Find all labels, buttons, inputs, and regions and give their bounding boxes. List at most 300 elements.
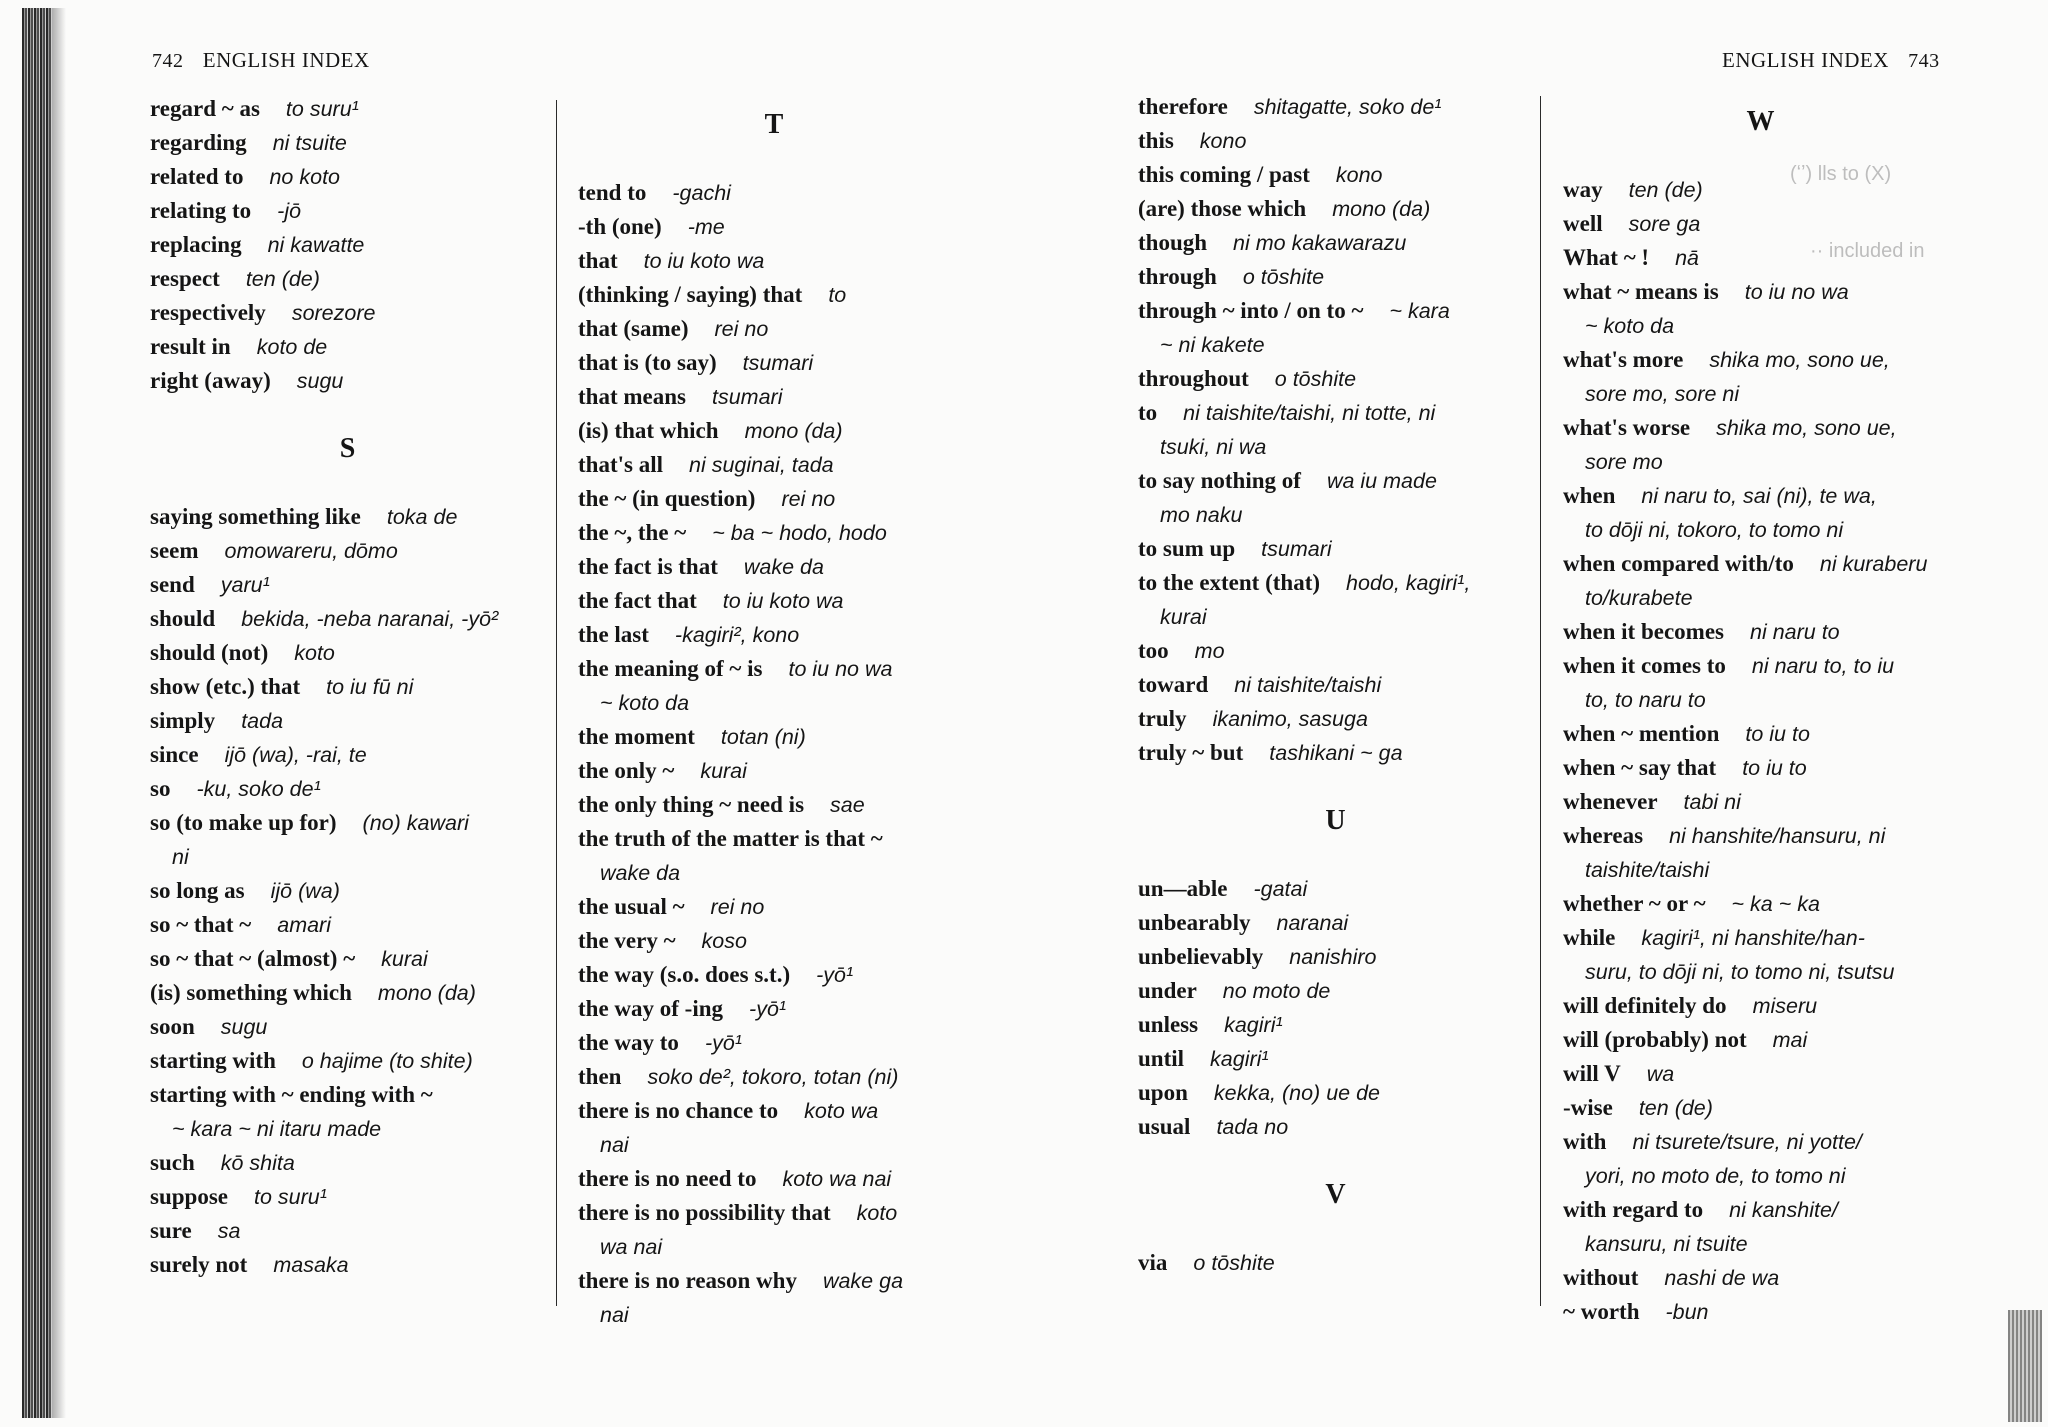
index-term: the last (578, 622, 649, 647)
index-term: so long as (150, 878, 245, 903)
index-term: when ~ mention (1563, 721, 1720, 746)
index-term: will V (1563, 1061, 1621, 1086)
left-page-number: 742 (152, 50, 184, 72)
index-term: saying something like (150, 504, 361, 529)
index-term: What ~ ! (1563, 245, 1650, 270)
index-term: the ~, the ~ (578, 520, 687, 545)
index-gloss-continued: wa nai (600, 1235, 663, 1259)
index-gloss: masaka (273, 1253, 349, 1277)
index-gloss-continued: nai (600, 1303, 629, 1327)
index-gloss: to (828, 283, 847, 307)
index-gloss: -kagiri², kono (674, 623, 800, 647)
index-entry (1563, 887, 1958, 921)
section-letter: U (1325, 805, 1346, 836)
index-entry (150, 1146, 545, 1180)
index-term: under (1138, 978, 1197, 1003)
index-entry (1563, 547, 1958, 615)
index-gloss: kekka, (no) ue de (1213, 1081, 1380, 1105)
index-entry (578, 754, 970, 788)
index-term: seem (150, 538, 199, 563)
index-entry (1138, 974, 1533, 1008)
index-term: what ~ means is (1563, 279, 1719, 304)
index-gloss-continued: kurai (1160, 605, 1207, 629)
index-entry (578, 652, 970, 720)
index-term: that means (578, 384, 686, 409)
index-entry (1138, 668, 1533, 702)
index-gloss: mo (1194, 639, 1225, 663)
index-term: unbelievably (1138, 944, 1264, 969)
index-entry (578, 244, 970, 278)
index-entry (578, 720, 970, 754)
index-gloss: tabi ni (1683, 790, 1741, 814)
index-term: (is) something which (150, 980, 352, 1005)
index-gloss: yaru¹ (220, 573, 270, 597)
index-gloss: to iu to (1742, 756, 1807, 780)
index-gloss-continued: wake da (600, 861, 681, 885)
index-gloss: ni kuraberu (1819, 552, 1928, 576)
right-page-number: 743 (1908, 50, 1940, 72)
index-entry (1138, 158, 1533, 192)
index-term: the way of -ing (578, 996, 724, 1021)
left-running-head: ENGLISH INDEX (202, 48, 370, 72)
index-term: that (578, 248, 618, 273)
index-gloss: to iu fū ni (326, 675, 414, 699)
index-gloss-continued: sore mo (1585, 450, 1663, 474)
section-gap (1563, 139, 1958, 173)
index-gloss: -yō¹ (749, 997, 787, 1021)
index-gloss: -yō¹ (704, 1031, 742, 1055)
index-term: whereas (1563, 823, 1644, 848)
index-gloss: -yō¹ (816, 963, 854, 987)
index-gloss: kono (1199, 129, 1247, 153)
index-gloss: to suru¹ (285, 97, 359, 121)
index-gloss: hodo, kagiri¹, (1346, 571, 1471, 595)
index-gloss: to iu to (1745, 722, 1810, 746)
index-term: though (1138, 230, 1208, 255)
index-gloss-continued: kansuru, ni tsuite (1585, 1232, 1748, 1256)
index-entry (150, 1010, 545, 1044)
index-term: to (1138, 400, 1158, 425)
index-entry (578, 1196, 970, 1264)
index-gloss: o tōshite (1242, 265, 1325, 289)
index-gloss: kurai (700, 759, 747, 783)
index-entry (1563, 173, 1958, 207)
index-gloss: koto wa (804, 1099, 879, 1123)
index-entry (1138, 532, 1533, 566)
index-term: the way (s.o. does s.t.) (578, 962, 791, 987)
index-gloss: ni naru to, sai (ni), te wa, (1641, 484, 1877, 508)
index-column-1 (150, 92, 545, 1282)
index-term: while (1563, 925, 1616, 950)
index-term: there is no possibility that (578, 1200, 831, 1225)
index-gloss: to suru¹ (253, 1185, 327, 1209)
index-gloss: (no) kawari (362, 811, 469, 835)
index-gloss: ni naru to (1749, 620, 1840, 644)
index-gloss: kurai (381, 947, 428, 971)
index-term: suppose (150, 1184, 228, 1209)
index-gloss: tada (241, 709, 284, 733)
index-gloss: wake ga (822, 1269, 904, 1293)
index-term: way (1563, 177, 1603, 202)
index-gloss-continued: ~ ni kakete (1160, 333, 1265, 357)
index-entry (1138, 736, 1533, 770)
right-running-head: ENGLISH INDEX (1722, 48, 1889, 72)
index-gloss: sore ga (1628, 212, 1701, 236)
section-gap (578, 142, 970, 176)
index-gloss: kagiri¹ (1210, 1047, 1269, 1071)
index-entry (150, 806, 545, 874)
index-term: throughout (1138, 366, 1249, 391)
index-entry (578, 380, 970, 414)
index-term: un—able (1138, 876, 1228, 901)
index-term: there is no chance to (578, 1098, 779, 1123)
index-entry (150, 942, 545, 976)
index-gloss: o hajime (to shite) (301, 1049, 473, 1073)
index-gloss: tada no (1216, 1115, 1289, 1139)
index-entry (1563, 1295, 1958, 1329)
index-entry (1563, 751, 1958, 785)
section-gap (150, 466, 545, 500)
section-letter: V (1325, 1179, 1346, 1210)
index-entry (1563, 819, 1958, 887)
index-gloss: toka de (386, 505, 458, 529)
index-entry (1138, 1076, 1533, 1110)
index-entry (578, 278, 970, 312)
index-term: the usual ~ (578, 894, 685, 919)
index-term: surely not (150, 1252, 248, 1277)
index-term: so (to make up for) (150, 810, 337, 835)
index-gloss: tsumari (1261, 537, 1332, 561)
book-binding-shadow (22, 8, 52, 1418)
index-term: so ~ that ~ (150, 912, 252, 937)
section-letter: W (1746, 106, 1775, 137)
index-entry (578, 448, 970, 482)
index-entry (150, 976, 545, 1010)
index-gloss-continued: ~ kara ~ ni itaru made (172, 1117, 382, 1141)
index-term: starting with ~ ending with ~ (150, 1082, 433, 1107)
index-entry (578, 210, 970, 244)
index-gloss: sugu (296, 369, 344, 393)
index-entry (1138, 124, 1533, 158)
index-gloss: ni naru to, to iu (1751, 654, 1895, 678)
index-term: well (1563, 211, 1603, 236)
index-gloss: tsumari (711, 385, 783, 409)
section-gap (1138, 1144, 1533, 1178)
index-gloss: o tōshite (1193, 1251, 1275, 1275)
index-entry (150, 670, 545, 704)
index-entry (578, 924, 970, 958)
index-term: until (1138, 1046, 1185, 1071)
index-term: without (1563, 1265, 1639, 1290)
index-term: soon (150, 1014, 195, 1039)
index-term: right (away) (150, 368, 271, 393)
index-gloss: to iu koto wa (643, 249, 765, 273)
index-entry (1138, 464, 1533, 532)
index-gloss: to iu no wa (1744, 280, 1849, 304)
left-page-header (152, 48, 370, 73)
index-entry (150, 704, 545, 738)
page-edge-shadow (2008, 1310, 2042, 1422)
column-divider (1540, 96, 1541, 1306)
index-entry (578, 890, 970, 924)
index-term: when compared with/to (1563, 551, 1794, 576)
index-term: respect (150, 266, 220, 291)
section-gap (1138, 1212, 1533, 1246)
index-gloss: wake da (743, 555, 824, 579)
index-entry (578, 176, 970, 210)
index-term: since (150, 742, 199, 767)
index-term: the fact that (578, 588, 697, 613)
index-term: through (1138, 264, 1217, 289)
index-entry (150, 160, 545, 194)
index-gloss: to iu koto wa (722, 589, 844, 613)
index-gloss: mono (da) (377, 981, 476, 1005)
index-gloss-continued: to dōji ni, tokoro, to tomo ni (1585, 518, 1844, 542)
index-gloss: -gachi (672, 181, 731, 205)
index-term: when it becomes (1563, 619, 1724, 644)
section-letter: S (339, 433, 356, 464)
index-entry (1563, 479, 1958, 547)
index-entry (150, 1214, 545, 1248)
index-gloss: ni kanshite/ (1729, 1198, 1838, 1222)
index-entry (1563, 615, 1958, 649)
index-gloss: ni tsuite (272, 131, 347, 155)
index-gloss: rei no (710, 895, 765, 919)
index-term: show (etc.) that (150, 674, 301, 699)
index-gloss: kono (1335, 163, 1383, 187)
index-term: tend to (578, 180, 647, 205)
bleed-through-text: (ʻʼ) lls to (X) (1790, 163, 1892, 185)
index-term: toward (1138, 672, 1209, 697)
index-term: simply (150, 708, 216, 733)
index-entry (1563, 411, 1958, 479)
index-gloss: wa (1646, 1062, 1675, 1086)
index-entry (578, 584, 970, 618)
column-divider (556, 100, 557, 1306)
index-entry (1563, 785, 1958, 819)
index-entry (1138, 1110, 1533, 1144)
index-entry (578, 958, 970, 992)
index-gloss-continued: nai (600, 1133, 629, 1157)
index-entry (578, 1026, 970, 1060)
index-term: truly (1138, 706, 1187, 731)
index-entry (150, 262, 545, 296)
index-gloss: ijō (wa) (270, 879, 340, 903)
index-term: unbearably (1138, 910, 1251, 935)
bleed-through-text: ·· included in (1810, 240, 1925, 262)
index-gloss: ten (de) (1638, 1096, 1713, 1120)
section-gap (1138, 770, 1533, 804)
index-gloss: kō shita (220, 1151, 295, 1175)
index-term: relating to (150, 198, 252, 223)
index-gloss: mai (1772, 1028, 1808, 1052)
index-gloss: mono (da) (744, 419, 843, 443)
index-column-3 (1138, 90, 1533, 1280)
index-term: so (150, 776, 171, 801)
section-gap (150, 398, 545, 432)
index-entry (1138, 226, 1533, 260)
index-term: related to (150, 164, 244, 189)
index-entry (1138, 702, 1533, 736)
index-term: truly ~ but (1138, 740, 1244, 765)
index-entry (150, 1078, 545, 1146)
index-gloss: shitagatte, soko de¹ (1253, 95, 1442, 119)
index-term: send (150, 572, 195, 597)
index-term: this coming / past (1138, 162, 1310, 187)
index-term: (is) that which (578, 418, 719, 443)
index-gloss-continued: ~ koto da (600, 691, 690, 715)
index-gloss: -me (687, 215, 725, 239)
index-term: so ~ that ~ (almost) ~ (150, 946, 356, 971)
index-entry (150, 296, 545, 330)
index-term: that (same) (578, 316, 689, 341)
index-gloss-continued: taishite/taishi (1585, 858, 1710, 882)
index-entry (150, 568, 545, 602)
index-entry (150, 1180, 545, 1214)
index-entry (1138, 1246, 1533, 1280)
index-gloss: tsumari (742, 351, 814, 375)
index-gloss: ni mo kakawarazu (1233, 231, 1407, 255)
index-term: whenever (1563, 789, 1658, 814)
index-entry (150, 772, 545, 806)
index-entry (1563, 275, 1958, 343)
index-gloss: omowareru, dōmo (224, 539, 398, 563)
index-term: via (1138, 1250, 1168, 1275)
index-entry (1563, 1023, 1958, 1057)
index-term: what's worse (1563, 415, 1691, 440)
index-term: will (probably) not (1563, 1027, 1747, 1052)
index-gloss: ~ kara (1389, 299, 1450, 323)
index-term: when it comes to (1563, 653, 1726, 678)
index-entry (1138, 362, 1533, 396)
index-gloss: amari (277, 913, 331, 937)
index-gloss: nanishiro (1289, 945, 1377, 969)
right-page-header (1722, 48, 1940, 73)
index-gloss: koso (701, 929, 747, 953)
index-term: there is no reason why (578, 1268, 797, 1293)
index-entry (578, 1094, 970, 1162)
index-entry (150, 126, 545, 160)
index-term: starting with (150, 1048, 276, 1073)
index-entry (1138, 192, 1533, 226)
index-term: with (1563, 1129, 1607, 1154)
index-entry (150, 194, 545, 228)
index-term: too (1138, 638, 1169, 663)
index-term: should (150, 606, 216, 631)
index-term: regarding (150, 130, 247, 155)
index-term: there is no need to (578, 1166, 757, 1191)
index-gloss: naranai (1276, 911, 1349, 935)
index-term: with regard to (1563, 1197, 1704, 1222)
index-term: upon (1138, 1080, 1188, 1105)
index-gloss: ni suginai, tada (688, 453, 834, 477)
index-entry (578, 550, 970, 584)
index-gloss: mono (da) (1332, 197, 1431, 221)
index-gloss-continued: yori, no moto de, to tomo ni (1585, 1164, 1846, 1188)
index-entry (578, 788, 970, 822)
index-entry (1138, 566, 1533, 634)
index-gloss: ~ ba ~ hodo, hodo (712, 521, 887, 545)
index-gloss: wa iu made (1326, 469, 1437, 493)
index-entry (1138, 260, 1533, 294)
index-entry (578, 312, 970, 346)
index-gloss: shika mo, sono ue, (1709, 348, 1890, 372)
index-entry (578, 1060, 970, 1094)
index-gloss: nā (1675, 246, 1699, 270)
index-gloss-continued: ni (172, 845, 189, 869)
index-gloss: ikanimo, sasuga (1212, 707, 1368, 731)
index-entry (1138, 940, 1533, 974)
index-entry (1138, 396, 1533, 464)
gutter-shadow (52, 8, 66, 1418)
index-entry (1563, 1091, 1958, 1125)
index-gloss: kagiri¹, ni hanshite/han- (1641, 926, 1865, 950)
index-term: result in (150, 334, 231, 359)
index-entry (150, 534, 545, 568)
index-entry (578, 1264, 970, 1332)
index-entry (150, 636, 545, 670)
index-gloss-continued: to/kurabete (1585, 586, 1693, 610)
index-term: (are) those which (1138, 196, 1307, 221)
index-entry (1563, 343, 1958, 411)
index-term: will definitely do (1563, 993, 1727, 1018)
index-term: that's all (578, 452, 663, 477)
index-term: should (not) (150, 640, 269, 665)
index-term: the fact is that (578, 554, 718, 579)
index-term: through ~ into / on to ~ (1138, 298, 1364, 323)
index-gloss: koto (294, 641, 335, 665)
index-term: the way to (578, 1030, 679, 1055)
index-gloss: ni kawatte (267, 233, 365, 257)
index-gloss: koto (856, 1201, 898, 1225)
index-term: when ~ say that (1563, 755, 1717, 780)
index-gloss: koto de (256, 335, 328, 359)
index-gloss: ten (de) (1628, 178, 1703, 202)
index-term: regard ~ as (150, 96, 260, 121)
index-gloss-continued: to, to naru to (1585, 688, 1706, 712)
index-term: ~ worth (1563, 1299, 1640, 1324)
index-term: what's more (1563, 347, 1684, 372)
index-term: sure (150, 1218, 192, 1243)
index-entry (1138, 90, 1533, 124)
index-gloss: ni taishite/taishi, ni totte, ni (1183, 401, 1436, 425)
index-entry (150, 602, 545, 636)
index-entry (1563, 207, 1958, 241)
index-term: the only ~ (578, 758, 675, 783)
index-term: the ~ (in question) (578, 486, 756, 511)
index-gloss: miseru (1752, 994, 1818, 1018)
index-term: unless (1138, 1012, 1199, 1037)
index-gloss: ~ ka ~ ka (1731, 892, 1820, 916)
index-entry (1138, 294, 1533, 362)
index-gloss-continued: ~ koto da (1585, 314, 1675, 338)
index-gloss: sorezore (291, 301, 376, 325)
index-gloss: rei no (714, 317, 769, 341)
index-column-2 (578, 108, 970, 1332)
index-entry (1563, 1193, 1958, 1261)
index-gloss: soko de², tokoro, totan (ni) (647, 1065, 899, 1089)
index-entry (150, 228, 545, 262)
index-term: the only thing ~ need is (578, 792, 805, 817)
index-gloss: no koto (269, 165, 340, 189)
index-term: the truth of the matter is that ~ (578, 826, 883, 851)
index-term: the moment (578, 724, 695, 749)
index-gloss: sae (830, 793, 865, 817)
index-entry (150, 1044, 545, 1078)
index-term: when (1563, 483, 1616, 508)
index-entry (150, 500, 545, 534)
index-entry (1138, 1042, 1533, 1076)
